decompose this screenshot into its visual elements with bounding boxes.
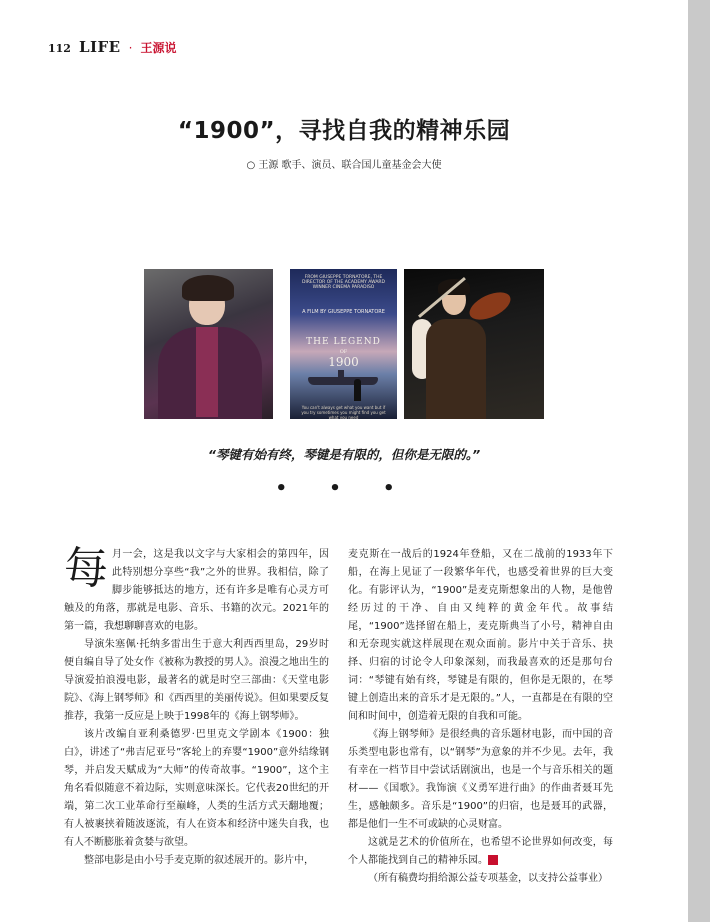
article-byline: ○ 王源 歌手、演员、联合国儿童基金会大使 bbox=[246, 160, 442, 171]
paragraph-text: 月一会，这是我以文字与大家相会的第四年，因此特别想分享些“我”之外的世界。我相信，除了脚步能够抵达的地方，还有许多是唯有心灵方可触及的角落，那就是电影、音乐、书籍的次元。2021年的第一篇，我想聊聊喜欢的电影。 bbox=[64, 549, 329, 632]
paragraph: 整部电影是由小号手麦克斯的叙述展开的。影片中， bbox=[84, 855, 314, 866]
drop-cap: 每 bbox=[64, 543, 108, 594]
paragraph bbox=[64, 543, 329, 636]
paragraph-text: 这就是艺术的价值所在，也希望不论世界如何改变，每个人都能找到自己的精神乐园。 bbox=[348, 837, 613, 866]
pull-quote: “琴键有始有终，琴键是有限的，但你是无限的。” bbox=[207, 447, 481, 462]
poster-title-year: 1900 bbox=[328, 355, 359, 369]
article-title: “1900”，寻找自我的精神乐园 bbox=[177, 118, 511, 144]
portrait-hair-shape bbox=[182, 275, 234, 301]
paragraph: 《海上钢琴师》是很经典的音乐题材电影，而中国的音乐类型电影也常有，以“钢琴”为意象的并不少见。去年，我有幸在一档节目中尝试话剧演出，也是一个与音乐相关的题材——《国歌》。我饰演《义勇军进行曲》的作曲者聂耳先生，感触颇多。音乐是“1900”的归宿，也是聂耳的武器，都是他们一生不可或缺的心灵财富。 bbox=[348, 729, 613, 830]
poster-director: A FILM BY GIUSEPPE TORNATORE bbox=[302, 309, 385, 315]
section-divider-dots: • • • bbox=[275, 478, 413, 499]
portrait-shirt-shape bbox=[196, 327, 218, 417]
photo-portrait bbox=[144, 269, 273, 419]
end-mark-icon: G bbox=[488, 855, 498, 865]
page-number: 112 bbox=[48, 42, 71, 55]
poster-title-of: OF bbox=[339, 349, 348, 355]
paragraph: 麦克斯在一战后的1924年登船，又在二战前的1933年下船，在海上见证了一段繁华年代，也感受着世界的巨大变化。有影评认为，“1900”是麦克斯想象出的人物，是他曾经历过的干净、自由又纯粹的黄金年代。故事结尾，“1900”选择留在船上，麦克斯典当了小号，精神自由和无奈现实就这样展现在观众面前。影片中关于音乐、抉择、归宿的讨论令人印象深刻，而我最喜欢的还是那句台词：“琴键有始有终，琴键是有限的，但你是无限的，在琴键上创造出来的音乐才是无限的。”人，一直都是在有限的空间和时间中，创造着无限的自我和可能。 bbox=[348, 549, 613, 722]
poster-top-text: FROM GIUSEPPE TORNATORE, THE DIRECTOR OF THE ACADEMY AWARD WINNER CINEMA PARADISO bbox=[301, 275, 385, 290]
text-column-right bbox=[348, 546, 613, 888]
poster-tagline: You can't always get what you want but if you try sometimes you might find you get what you need bbox=[301, 405, 386, 419]
text-column-left bbox=[64, 543, 329, 870]
header-separator: · bbox=[128, 41, 133, 55]
ship-shape bbox=[308, 377, 378, 385]
paragraph: 该片改编自亚利桑德罗·巴里克文学剧本《1900：独白》，讲述了“弗吉尼亚号”客轮上的弃婴“1900”意外结缘钢琴，并启发天赋成为“大师”的传奇故事。“1900”，这个主角名看似随意不着边际，实则意味深长。它代表20世纪的开端，第二次工业革命行至巅峰，人类的生活方式天翻地覆；有人被裹挟着随波逐流，有人在资本和经济中迷失自我，也有人不断膨胀着贪婪与欲望。 bbox=[64, 729, 329, 848]
page-header bbox=[48, 38, 176, 56]
figure-silhouette bbox=[354, 379, 361, 401]
violinist-vest-shape bbox=[426, 319, 486, 419]
movie-poster bbox=[290, 269, 397, 419]
paragraph bbox=[348, 834, 613, 870]
poster-title-legend: THE LEGEND bbox=[306, 337, 381, 347]
section-name: LIFE bbox=[78, 38, 121, 56]
photo-violinist bbox=[404, 269, 544, 419]
paragraph: 导演朱塞佩·托纳多雷出生于意大利西西里岛，29岁时便自编自导了处女作《被称为教授的男人》。浪漫之地出生的导演爱拍浪漫电影，最著名的就是时空三部曲：《天堂电影院》、《海上钢琴师》和《西西里的美丽传说》。但如果要反复推荐，我第一反应是上映于1998年的《海上钢琴师》。 bbox=[64, 639, 329, 722]
donation-note: （所有稿费均捐给源公益专项基金，以支持公益事业） bbox=[368, 873, 608, 884]
column-name: 王源说 bbox=[140, 41, 177, 55]
